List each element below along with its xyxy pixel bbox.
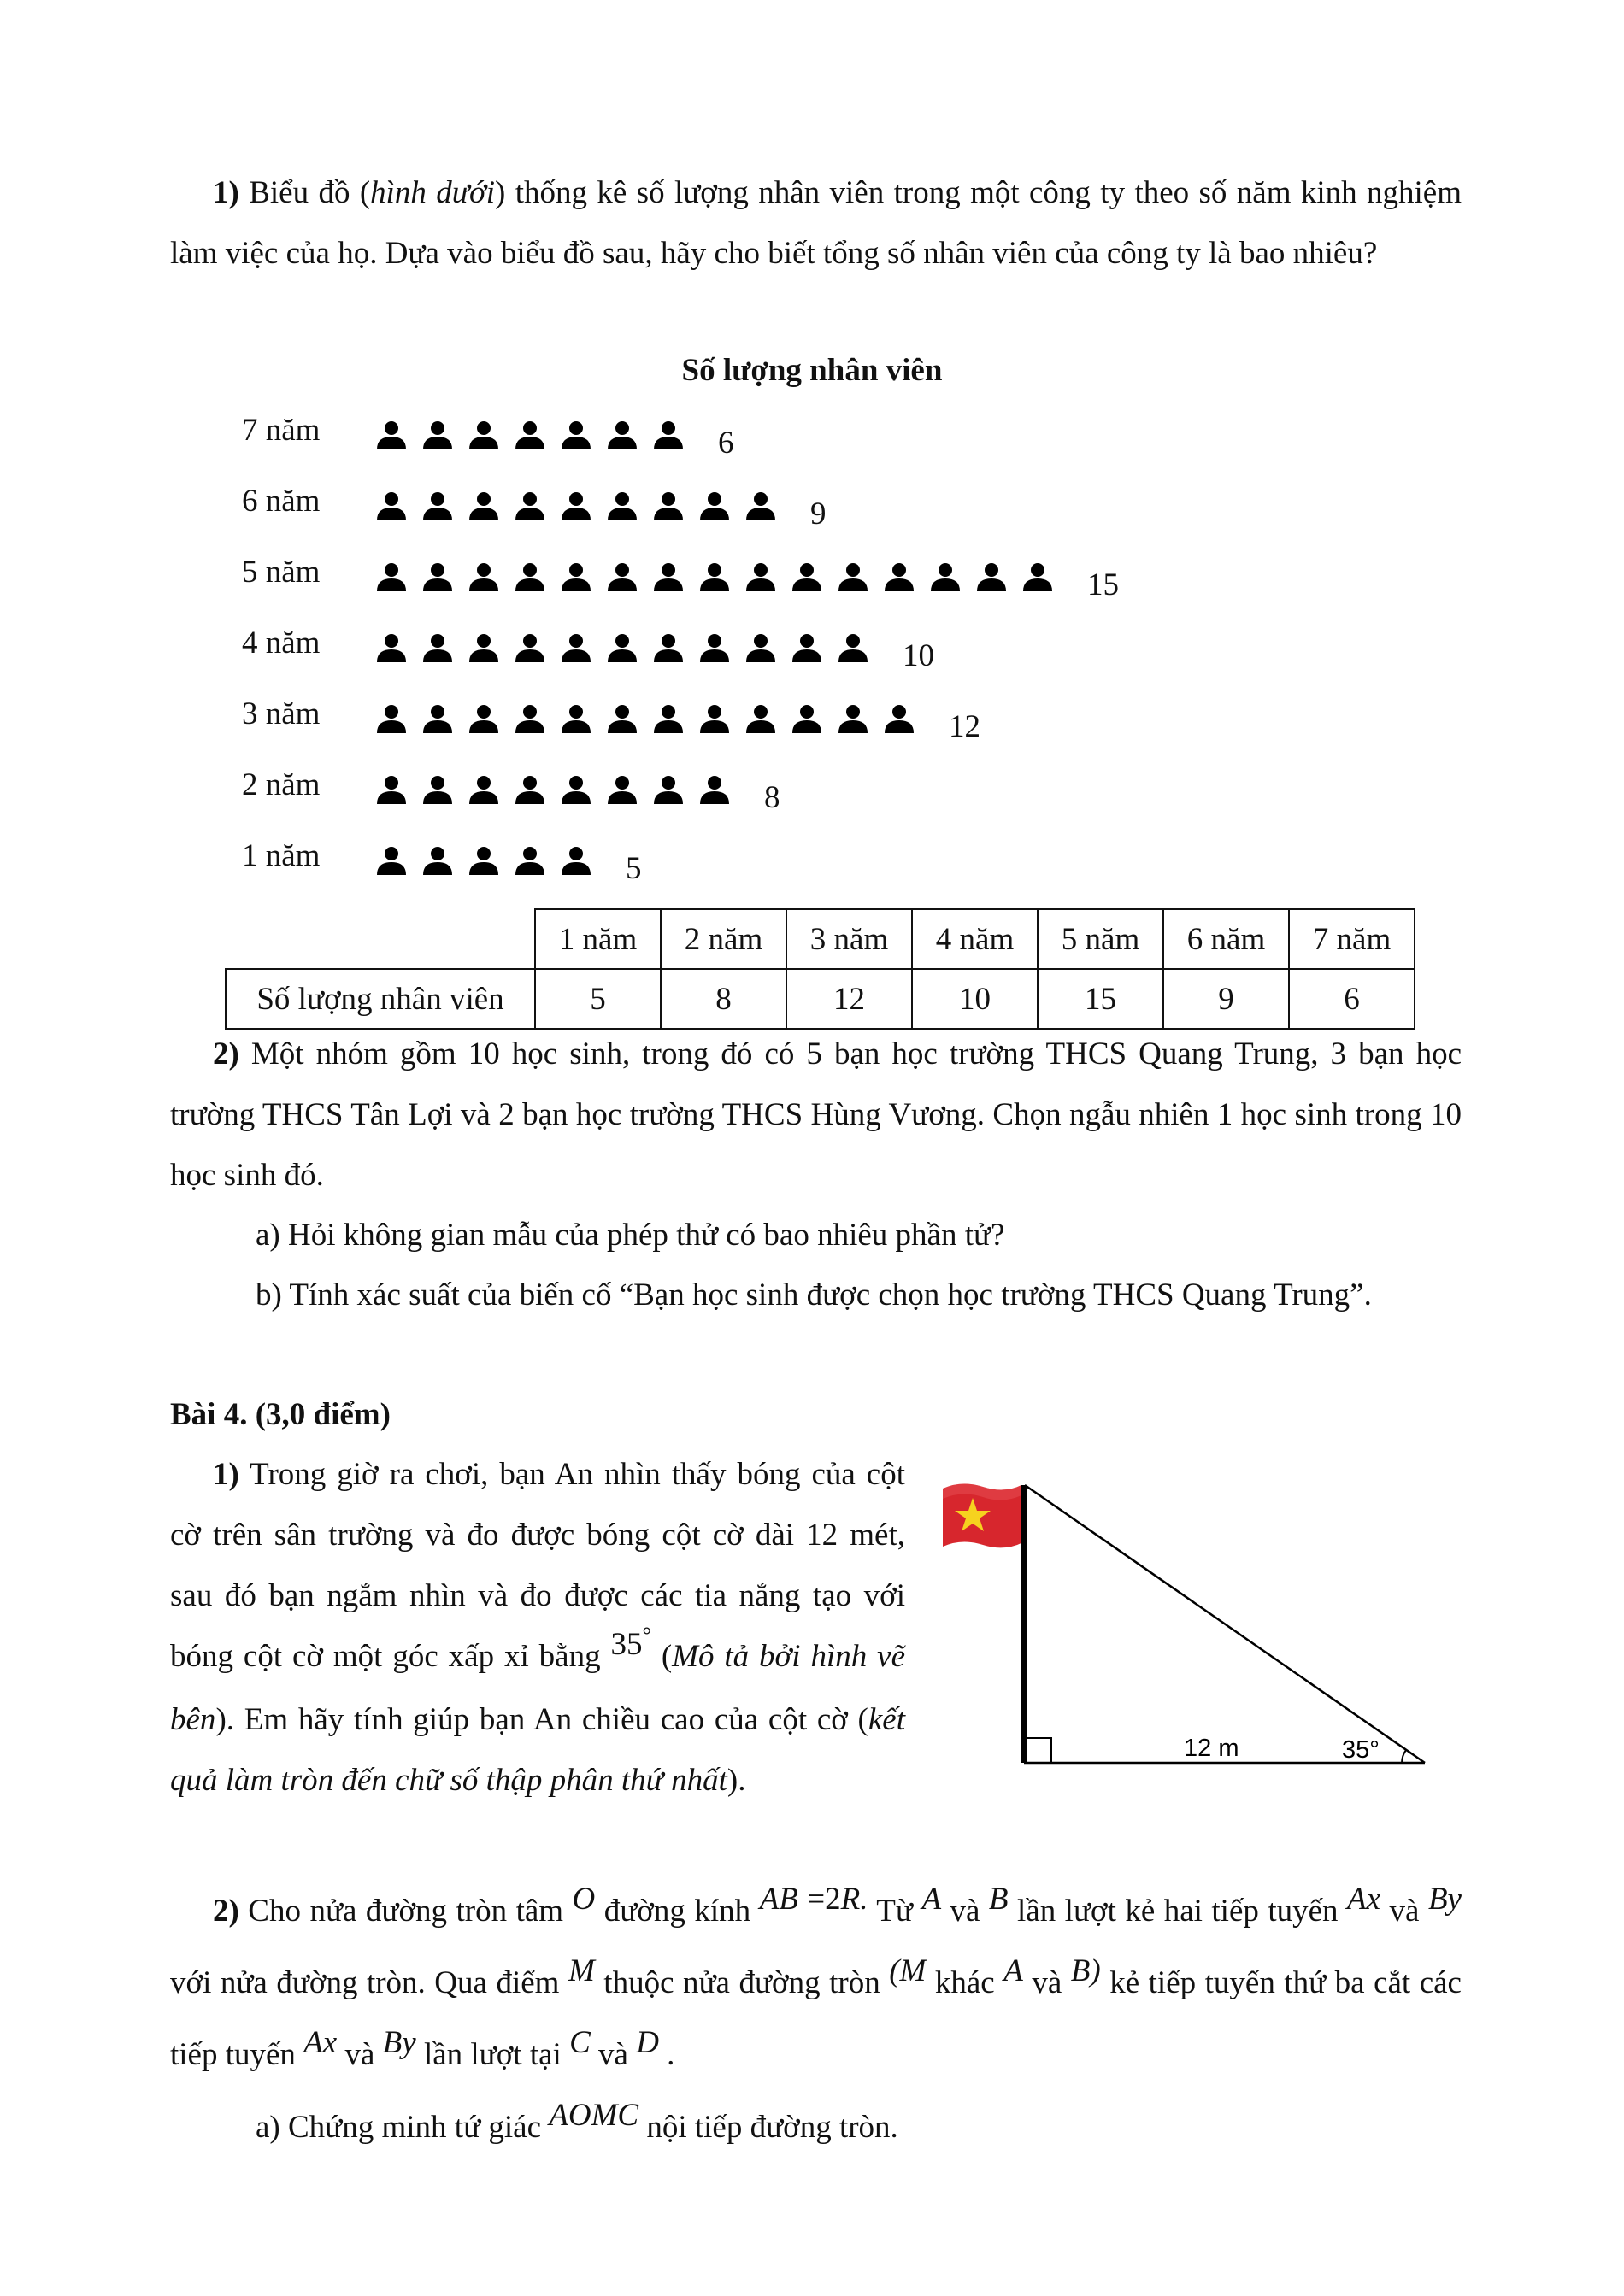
row-label: 4 năm: [242, 625, 321, 661]
math-AB: AB: [759, 1882, 798, 1917]
math-B: B: [988, 1882, 1009, 1917]
math-A2: A: [1003, 1953, 1023, 1988]
person-icon: [931, 563, 960, 591]
angle-label: 35°: [1342, 1736, 1380, 1764]
person-icon: [746, 705, 775, 733]
degree-symbol: °: [642, 1623, 651, 1647]
angle-value: 35: [610, 1627, 643, 1662]
row-label: 5 năm: [242, 555, 321, 590]
math-C: C: [569, 2025, 591, 2060]
person-icon: [562, 492, 591, 520]
table-blank-cell: [226, 909, 535, 969]
sun-ray-line: [1025, 1485, 1425, 1763]
person-icon: [423, 421, 452, 449]
person-icon: [654, 421, 683, 449]
flag-icon: [943, 1483, 1023, 1547]
math-M: M: [568, 1953, 595, 1988]
person-icon: [423, 776, 452, 804]
math-O: O: [572, 1882, 596, 1917]
person-icon: [562, 776, 591, 804]
flagpole-figure: [936, 1470, 1449, 1777]
person-icon: [423, 634, 452, 662]
bai4-p2-text: đường kính: [595, 1894, 760, 1929]
person-icon: [746, 492, 775, 520]
bai4-title: Bài 4. (3,0 điểm): [170, 1397, 391, 1432]
person-icon: [515, 705, 544, 733]
table-header-cell: 7 năm: [1289, 909, 1415, 969]
question-2a: a) Hỏi không gian mẫu của phép thử có bao nhiêu phần tử?: [256, 1218, 1005, 1253]
bai4-p2-text: .: [658, 2037, 675, 2072]
q2-text: Một nhóm gồm 10 học sinh, trong đó có 5 bạn học trường THCS Quang Trung, 3 bạn học trường THCS Tân Lợi và 2 bạn học trường THCS Hùng Vương. Chọn ngẫu nhiên 1 học sinh trong 10 học sinh đó.: [170, 1036, 1462, 1193]
bai4-p2-text: và: [1380, 1894, 1428, 1929]
bai4-p2-text: và: [590, 2037, 637, 2072]
value-label: 5: [626, 851, 642, 886]
math-A: A: [921, 1882, 942, 1917]
section-title: [170, 1384, 1462, 1445]
person-icon: [746, 634, 775, 662]
math-M2: (M: [889, 1953, 927, 1988]
bai4-p2-text: lần lượt kẻ hai tiếp tuyến: [1008, 1894, 1348, 1929]
person-icon: [700, 776, 729, 804]
person-icon: [608, 634, 637, 662]
person-icon: [654, 776, 683, 804]
q2-number: 2): [213, 1036, 239, 1072]
math-R: R.: [840, 1882, 868, 1917]
person-icon: [700, 492, 729, 520]
person-icon: [377, 634, 406, 662]
person-icon: [515, 776, 544, 804]
person-icon: [515, 634, 544, 662]
bai4-p2-text: với nửa đường tròn. Qua điểm: [170, 1965, 568, 2000]
person-icon: [423, 563, 452, 591]
person-icon: [885, 563, 914, 591]
person-icon: [377, 421, 406, 449]
bai4-part-1: [170, 1444, 905, 1811]
person-icon: [608, 563, 637, 591]
bai4-p2-text: thuộc nửa đường tròn: [594, 1965, 890, 2000]
table-header-cell: 6 năm: [1163, 909, 1289, 969]
bai4-a-text: a) Chứng minh tứ giác: [256, 2110, 550, 2145]
bai4-p2-text: kẻ tiếp tuyến thứ ba cắt các tiếp tuyến: [170, 1965, 1462, 2072]
bai4-part-2a: [170, 2092, 1462, 2164]
person-icon: [423, 847, 452, 875]
person-icon: [562, 847, 591, 875]
person-icon: [469, 776, 498, 804]
math-B2: B): [1070, 1953, 1101, 1988]
person-icon: [562, 634, 591, 662]
person-icon: [377, 705, 406, 733]
person-icon: [700, 634, 729, 662]
person-icon: [746, 563, 775, 591]
value-label: 8: [764, 780, 780, 815]
person-icon: [562, 705, 591, 733]
question-2: [170, 1024, 1462, 1206]
person-icon: [608, 421, 637, 449]
bai4-p2-text: khác: [926, 1965, 1004, 2000]
person-icon: [838, 634, 868, 662]
person-icon: [654, 492, 683, 520]
person-icon: [515, 492, 544, 520]
table-row-label: Số lượng nhân viên: [226, 969, 535, 1029]
table-cell: 6: [1289, 969, 1415, 1029]
person-icon: [469, 634, 498, 662]
math-By: By: [1427, 1882, 1462, 1917]
table-cell: 9: [1163, 969, 1289, 1029]
bai4-p1-number: 1): [213, 1457, 239, 1492]
bai4-p2-text: và: [1022, 1965, 1071, 2000]
person-icon: [654, 563, 683, 591]
bai4-p1-italic: Mô tả bởi hình vẽ bên: [170, 1639, 905, 1737]
person-icon: [377, 847, 406, 875]
data-table: [225, 908, 1415, 1030]
table-cell: 15: [1038, 969, 1163, 1029]
row-label: 6 năm: [242, 484, 321, 519]
person-icon: [469, 705, 498, 733]
table-cell: 5: [535, 969, 661, 1029]
row-label: 1 năm: [242, 838, 321, 873]
person-icon: [838, 563, 868, 591]
bai4-p2-text: Cho nửa đường tròn tâm: [238, 1894, 573, 1929]
person-icon: [838, 705, 868, 733]
row-label: 2 năm: [242, 767, 321, 802]
table-header-row: [226, 909, 1415, 969]
table-header-cell: 2 năm: [661, 909, 786, 969]
bai4-p2-text: và: [337, 2037, 383, 2072]
bai4-p2-text: và: [941, 1894, 989, 1929]
value-label: 12: [949, 709, 980, 744]
person-icon: [792, 705, 821, 733]
person-icon: [469, 492, 498, 520]
table-header-cell: 4 năm: [912, 909, 1038, 969]
person-icon: [423, 492, 452, 520]
person-icon: [700, 705, 729, 733]
bai4-p1-text-3: ).: [727, 1763, 746, 1798]
value-label: 6: [718, 426, 734, 461]
q1-italic: hình dưới: [370, 175, 496, 210]
table-row: [226, 969, 1415, 1029]
table-header-cell: 1 năm: [535, 909, 661, 969]
right-angle-mark: [1027, 1738, 1051, 1763]
person-icon: [377, 776, 406, 804]
person-icon: [608, 492, 637, 520]
row-label: 7 năm: [242, 413, 321, 448]
bai4-p2-text: Từ: [868, 1894, 922, 1929]
bai4-p2-number: 2): [213, 1894, 239, 1929]
math-eq: =2: [797, 1882, 841, 1917]
person-icon: [654, 634, 683, 662]
bai4-part-2: [170, 1876, 1462, 2091]
pictograph-icons: [0, 0, 1624, 940]
table-cell: 12: [786, 969, 912, 1029]
math-AOMC: AOMC: [549, 2098, 639, 2133]
math-Ax: Ax: [1347, 1882, 1381, 1917]
person-icon: [885, 705, 914, 733]
bai4-p1-italic-2: kết quả làm tròn đến chữ số thập phân thứ nhất: [170, 1702, 905, 1798]
person-icon: [792, 563, 821, 591]
bai4-p1-text: Trong giờ ra chơi, bạn An nhìn thấy bóng của cột cờ trên sân trường và đo được bóng cột cờ dài 12 mét, sau đó bạn ngắm nhìn và đo được các tia nắng tạo với bóng cột cờ một góc xấp xỉ bằng: [170, 1457, 905, 1674]
person-icon: [562, 421, 591, 449]
person-icon: [515, 563, 544, 591]
table-header-cell: 3 năm: [786, 909, 912, 969]
person-icon: [562, 563, 591, 591]
chart-title: Số lượng nhân viên: [681, 353, 943, 388]
person-icon: [469, 563, 498, 591]
person-icon: [654, 705, 683, 733]
bai4-p1-text-2: ). Em hãy tính giúp bạn An chiều cao của cột cờ (: [215, 1702, 868, 1737]
q1-text: Biểu đồ (: [238, 175, 371, 210]
row-label: 3 năm: [242, 696, 321, 731]
q1-number: 1): [213, 175, 239, 210]
person-icon: [608, 705, 637, 733]
person-icon: [377, 492, 406, 520]
person-icon: [469, 847, 498, 875]
person-icon: [700, 563, 729, 591]
question-2b: b) Tính xác suất của biến cố “Bạn học sinh được chọn học trường THCS Quang Trung”.: [256, 1277, 1372, 1312]
person-icon: [515, 847, 544, 875]
table-cell: 8: [661, 969, 786, 1029]
person-icon: [977, 563, 1006, 591]
value-label: 15: [1087, 567, 1119, 602]
angle-arc: [1402, 1750, 1406, 1763]
q1-text-end: ) thống kê số lượng nhân viên trong một công ty theo số năm kinh nghiệm làm việc của họ. Dựa vào biểu đồ sau, hãy cho biết tổng số nhân viên của công ty là bao nhiêu?: [170, 175, 1462, 271]
bai4-p1-paren: (: [661, 1639, 673, 1674]
person-icon: [469, 421, 498, 449]
table-header-cell: 5 năm: [1038, 909, 1163, 969]
shadow-length-label: 12 m: [1184, 1735, 1239, 1762]
person-icon: [792, 634, 821, 662]
math-By2: By: [382, 2025, 416, 2060]
person-icon: [1023, 563, 1052, 591]
person-icon: [515, 421, 544, 449]
table-cell: 10: [912, 969, 1038, 1029]
bai4-a-text-2: nội tiếp đường tròn.: [638, 2110, 898, 2145]
value-label: 10: [903, 638, 934, 673]
person-icon: [377, 563, 406, 591]
bai4-p2-text: lần lượt tại: [415, 2037, 570, 2072]
math-D: D: [636, 2025, 659, 2060]
value-label: 9: [810, 496, 827, 531]
person-icon: [608, 776, 637, 804]
math-Ax2: Ax: [303, 2025, 338, 2060]
person-icon: [423, 705, 452, 733]
